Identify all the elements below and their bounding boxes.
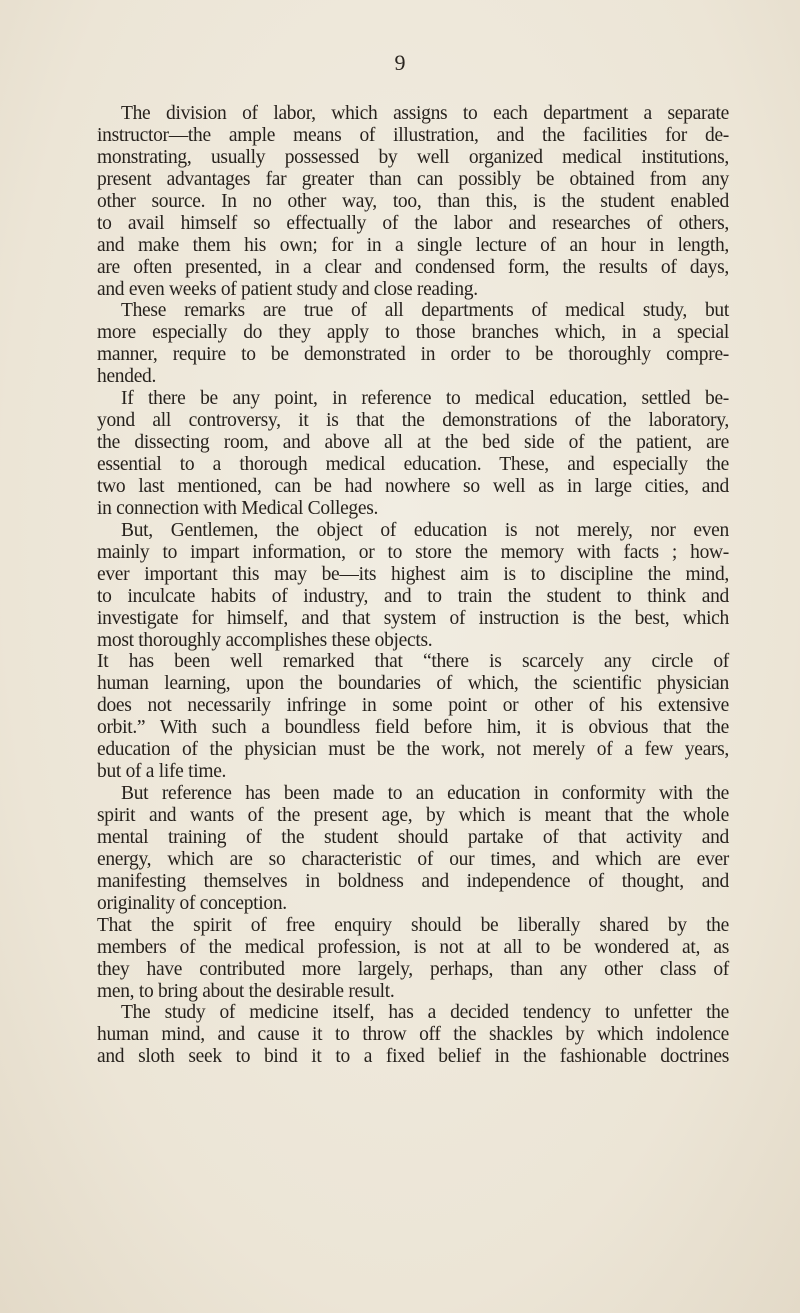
body-text [97,103,729,1068]
text-line: other source. In no other way, too, than this, is the student enabled [97,190,729,212]
text-line: If there be any point, in reference to medical education, settled be- [121,388,729,410]
text-line: and even weeks of patient study and close reading. [97,278,478,300]
text-line: hended. [97,366,157,388]
text-line: ever important this may be—its highest aim is to discipline the mind, [97,563,729,585]
text-line: These remarks are true of all departments of medical study, but [121,300,729,322]
text-line: men, to bring about the desirable result. [97,980,395,1002]
text-line: manifesting themselves in boldness and independence of thought, and [97,870,729,892]
text-line: investigate for himself, and that system of instruction is the best, which [97,607,729,629]
text-line: are often presented, in a clear and condensed form, the results of days, [97,256,729,278]
text-line: monstrating, usually possessed by well organized medical institutions, [97,146,729,168]
text-line: present advantages far greater than can possibly be obtained from any [97,168,729,190]
text-line: and make them his own; for in a single lecture of an hour in length, [97,234,729,256]
text-line: essential to a thorough medical education. These, and especially the [97,454,729,475]
text-line: to avail himself so effectually of the labor and researches of others, [97,212,729,234]
text-line: two last mentioned, can be had nowhere so well as in large cities, and [97,475,729,497]
text-line: But, Gentlemen, the object of education is not merely, nor even [121,519,729,541]
text-line: That the spirit of free enquiry should be liberally shared by the [97,914,729,936]
text-line: instructor—the ample means of illustration, and the facilities for de- [97,124,729,146]
text-line: and sloth seek to bind it to a fixed belief in the fashionable doctrines [97,1046,729,1068]
text-line: manner, require to be demonstrated in order to be thoroughly compre- [97,344,729,366]
text-line: education of the physician must be the work, not merely of a few years, [97,739,729,761]
text-line: mainly to impart information, or to store the memory with facts ; how- [97,541,729,563]
text-line: they have contributed more largely, perhaps, than any other class of [97,958,729,980]
page-number: 9 [394,50,406,75]
text-line: the dissecting room, and above all at the bed side of the patient, are [97,432,729,454]
text-line: more especially do they apply to those branches which, in a special [97,322,729,344]
text-line: It has been well remarked that “there is scarcely any circle of [97,651,729,673]
text-line: members of the medical profession, is not at all to be wondered at, as [97,936,729,958]
text-line: yond all controversy, it is that the demonstrations of the laboratory, [97,410,729,432]
text-line: human mind, and cause it to throw off the shackles by which indolence [97,1024,729,1046]
text-line: energy, which are so characteristic of our times, and which are ever [97,848,729,870]
text-line: human learning, upon the boundaries of which, the scientific physician [97,673,729,695]
text-line: most thoroughly accomplishes these objects. [97,629,433,651]
text-line: orbit.” With such a boundless field before him, it is obvious that the [97,717,729,739]
text-line: The study of medicine itself, has a decided tendency to unfetter the [121,1002,729,1024]
text-line: in connection with Medical Colleges. [97,497,379,519]
text-line: to inculcate habits of industry, and to train the student to think and [97,585,729,607]
text-line: spirit and wants of the present age, by which is meant that the whole [97,805,729,826]
text-line: but of a life time. [97,761,227,783]
text-line: does not necessarily infringe in some point or other of his extensive [97,695,729,717]
text-line: The division of labor, which assigns to each department a separate [121,103,729,124]
text-line: originality of conception. [97,892,287,914]
text-line: mental training of the student should partake of that activity and [97,826,729,848]
text-line: But reference has been made to an education in conformity with the [121,783,729,805]
